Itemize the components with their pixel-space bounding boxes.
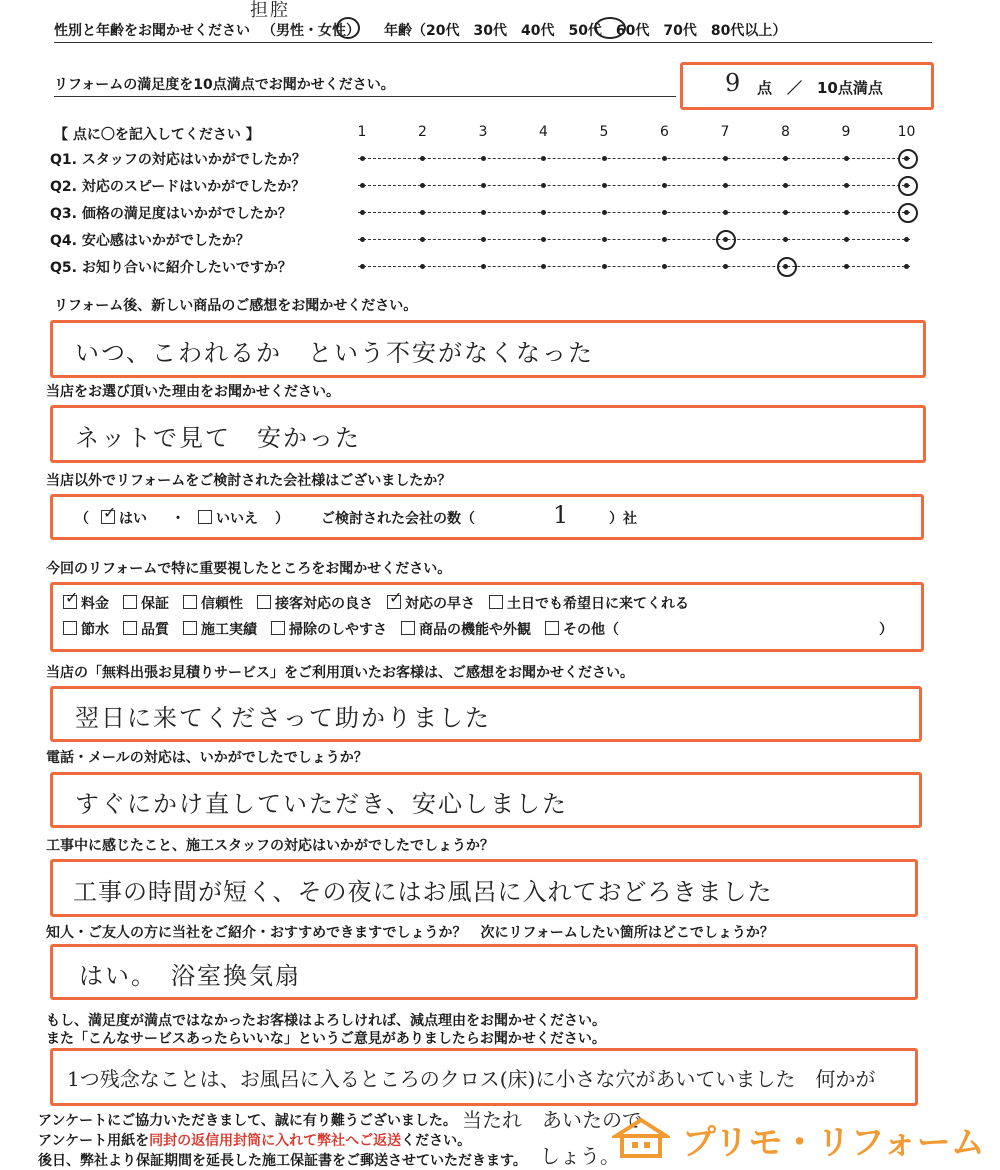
priority-option[interactable] [387,593,475,613]
rating-line [358,266,910,267]
priorities-other-close: ） [879,622,893,638]
rating-dot[interactable] [783,156,788,161]
priority-option[interactable] [63,593,109,613]
phone-label: 電話・メールの対応は、いかがでしたでしょうか？ [46,750,368,766]
rating-dot[interactable] [360,183,365,188]
question-label: Q3. 価格の満足度はいかがでしたか？ [50,206,292,222]
construction-answer-box [50,859,918,917]
footer-return-b: 同封の返信用封筒に入れて弊社へご返送 [149,1133,402,1149]
rating-dot[interactable] [420,237,425,242]
priority-checkbox[interactable] [257,595,271,609]
rating-dot[interactable] [783,183,788,188]
priority-label: 保証 [141,596,169,612]
gender-age-label: 性別と年齢をお聞かせください [54,23,250,39]
rating-dot[interactable] [602,264,607,269]
phone-answer: すぐにかけ直していただき、安心しました [75,790,569,818]
priority-option[interactable] [123,619,169,639]
priority-checkbox[interactable] [387,595,401,609]
priority-label: 料金 [81,596,109,612]
priority-option[interactable] [183,619,257,639]
rating-dot[interactable] [481,183,486,188]
competitors-count-label: ご検討された会社の数（ [321,511,475,527]
header-divider [54,42,932,43]
priority-label: 品質 [141,622,169,638]
rating-dot[interactable] [602,183,607,188]
rating-dot[interactable] [541,156,546,161]
selected-score-circle [898,149,918,169]
priority-checkbox[interactable] [183,595,197,609]
rating-dot[interactable] [783,210,788,215]
priority-option[interactable] [183,593,243,613]
selected-score-circle [898,203,918,223]
priority-label: 信頼性 [201,596,243,612]
scale-number-8: 8 [781,124,790,140]
competitors-label: 当店以外でリフォームをご検討された会社様はございましたか？ [46,473,452,489]
reason-answer-box [50,405,926,463]
rating-dot[interactable] [420,156,425,161]
yes-checkbox[interactable] [101,510,115,524]
footer-return-a: アンケート用紙を [38,1133,150,1149]
age-50-circle-mark [594,17,626,39]
priority-label: 施工実績 [201,622,257,638]
rating-dot[interactable] [602,210,607,215]
priority-checkbox[interactable] [401,621,415,635]
priority-label: 土日でも希望日に来てくれる [507,596,689,612]
scale-number-1: 1 [357,124,367,140]
estimate-answer-box [50,686,922,742]
rating-dot[interactable] [541,264,546,269]
rating-dot[interactable] [481,210,486,215]
deduction-answer-cont-1: 当たれ あいたので [462,1108,642,1132]
reason-label: 当店をお選び頂いた理由をお聞かせください。 [46,384,340,400]
footer-return-c: ください。 [401,1133,472,1149]
priority-option[interactable] [257,593,373,613]
rating-line [358,212,910,213]
deduction-answer-cont-2: しょう。 [540,1144,620,1168]
rating-dot[interactable] [541,237,546,242]
rating-dot[interactable] [420,183,425,188]
deduction-answer: 1つ残念なことは、お風呂に入るところのクロス(床)に小さな穴があいていました 何かが [67,1067,876,1091]
rating-line [358,239,910,240]
rating-dot[interactable] [541,210,546,215]
female-circle-mark [336,17,360,39]
footer-return-instruction [38,1130,471,1150]
question-label: Q5. お知り合いに紹介したいですか？ [50,260,292,276]
competitors-box [50,494,924,540]
no-checkbox[interactable] [198,510,212,524]
estimate-answer: 翌日に来てくださって助かりました [75,704,491,732]
priority-checkbox[interactable] [271,621,285,635]
rating-dot[interactable] [662,264,667,269]
rating-dot[interactable] [723,183,728,188]
rating-line [358,185,910,186]
impression-answer: いつ、こわれるか という不安がなくなった [75,339,595,367]
yes-label: はい [119,511,147,527]
selected-score-circle [898,176,918,196]
priority-checkbox[interactable] [123,621,137,635]
priority-label: 商品の機能や外観 [419,622,531,638]
rating-dot[interactable] [662,183,667,188]
satisfaction-divider [54,96,676,97]
rating-dot[interactable] [844,156,849,161]
rating-dot[interactable] [844,237,849,242]
scale-number-3: 3 [478,124,488,140]
priorities-row-2 [63,619,633,639]
question-label: Q2. 対応のスピードはいかがでしたか？ [50,179,306,195]
rating-dot[interactable] [360,237,365,242]
priority-checkbox[interactable] [489,595,503,609]
rating-dot[interactable] [844,183,849,188]
question-label: Q1. スタッフの対応はいかがでしたか？ [50,152,306,168]
priority-label: その他（ [563,622,619,638]
satisfaction-unit: 点 ／ 10点満点 [757,79,883,97]
logo-text: プリモ・リフォーム [681,1123,985,1163]
no-label: いいえ [216,511,258,527]
rating-dot[interactable] [420,264,425,269]
gender-options: （男性・女性） [262,23,360,39]
rating-dot[interactable] [360,264,365,269]
rating-dot[interactable] [360,156,365,161]
rating-dot[interactable] [420,210,425,215]
footer-thanks: アンケートにご協力いただきまして、誠に有り難うございました。 [38,1113,457,1129]
company-logo [612,1115,985,1164]
referral-answer: はい。 浴室換気扇 [79,962,301,990]
rating-dot[interactable] [662,156,667,161]
scale-number-4: 4 [539,124,548,140]
estimate-label: 当店の「無料出張お見積りサービス」をご利用頂いたお客様は、ご感想をお聞かせください。 [46,665,634,681]
priority-checkbox[interactable] [63,621,77,635]
rating-dot[interactable] [723,210,728,215]
priority-option[interactable] [63,619,109,639]
rating-dot[interactable] [783,237,788,242]
priority-checkbox[interactable] [545,621,559,635]
competitors-yes-option[interactable] [101,508,147,528]
competitors-no-option[interactable] [198,508,258,528]
question-label: Q4. 安心感はいかがでしたか？ [50,233,250,249]
selected-score-circle [716,230,736,250]
construction-label: 工事中に感じたこと、施工スタッフの対応はいかがでしたでしょうか？ [46,838,494,854]
rating-dot[interactable] [481,156,486,161]
rating-dot[interactable] [602,156,607,161]
priority-label: 接客対応の良さ [275,596,373,612]
referral-label: 知人・ご友人の方に当社をご紹介・おすすめできますでしょうか？ 次にリフォームしたい箇所はどこでしょうか？ [46,925,774,941]
rating-line [358,158,910,159]
priority-label: 節水 [81,622,109,638]
rating-dot[interactable] [541,183,546,188]
rating-dot[interactable] [904,264,909,269]
priority-checkbox[interactable] [123,595,137,609]
competitors-count-unit: ）社 [609,511,637,527]
rating-dot[interactable] [602,237,607,242]
impression-answer-box [50,320,926,378]
deduction-answer-box [50,1048,918,1106]
rating-dot[interactable] [481,264,486,269]
rating-dot[interactable] [844,210,849,215]
scale-number-2: 2 [418,124,427,140]
rating-dot[interactable] [662,210,667,215]
priority-option[interactable] [545,619,619,639]
satisfaction-score: 9 [725,69,743,97]
phone-answer-box [50,772,922,828]
competitors-close-paren: ） [275,511,289,527]
priority-option[interactable] [489,593,689,613]
satisfaction-label: リフォームの満足度を10点満点でお聞かせください。 [54,77,395,93]
priorities-box [50,582,924,652]
rating-dot[interactable] [723,264,728,269]
priority-checkbox[interactable] [183,621,197,635]
rating-dot[interactable] [481,237,486,242]
gender-handwritten: 担腔 [250,0,290,21]
ratings-instruction: 【 点に〇を記入してください 】 [54,127,260,143]
priority-label: 掃除のしやすさ [289,622,387,638]
age-label: 年齢（20代 30代 40代 50代 60代 70代 80代以上） [384,23,787,39]
scale-number-9: 9 [841,124,851,140]
impression-label: リフォーム後、新しい商品のご感想をお聞かせください。 [54,298,418,314]
priority-option[interactable] [271,619,387,639]
satisfaction-score-box [680,62,934,110]
priority-option[interactable] [401,619,531,639]
competitors-separator: ・ [171,511,185,527]
priorities-label: 今回のリフォームで特に重要視したところをお聞かせください。 [46,561,452,577]
selected-score-circle [777,257,797,277]
scale-number-10: 10 [897,124,916,140]
deduction-label-1: もし、満足度が満点ではなかったお客様はよろしければ、減点理由をお聞かせください。 [46,1013,606,1029]
priorities-row-1 [63,593,703,613]
rating-dot[interactable] [723,156,728,161]
competitors-count: 1 [553,501,571,529]
construction-answer: 工事の時間が短く、その夜にはお風呂に入れておどろきました [73,878,773,906]
reason-answer: ネットで見て 安かった [75,424,361,452]
rating-dot[interactable] [662,237,667,242]
scale-number-7: 7 [720,124,730,140]
scale-number-5: 5 [599,124,609,140]
priority-option[interactable] [123,593,169,613]
priority-label: 対応の早さ [405,596,475,612]
rating-dot[interactable] [360,210,365,215]
footer-warranty: 後日、弊社より保証期間を延長した施工保証書をご郵送させていただきます。 [38,1153,527,1169]
rating-dot[interactable] [844,264,849,269]
house-icon [612,1116,670,1160]
scale-number-6: 6 [660,124,669,140]
priority-checkbox[interactable] [63,595,77,609]
competitors-open-paren: （ [75,511,89,527]
deduction-label-2: また「こんなサービスあったらいいな」というご意見がありましたらお聞かせください。 [46,1031,606,1047]
rating-dot[interactable] [904,237,909,242]
referral-answer-box [50,944,918,1000]
